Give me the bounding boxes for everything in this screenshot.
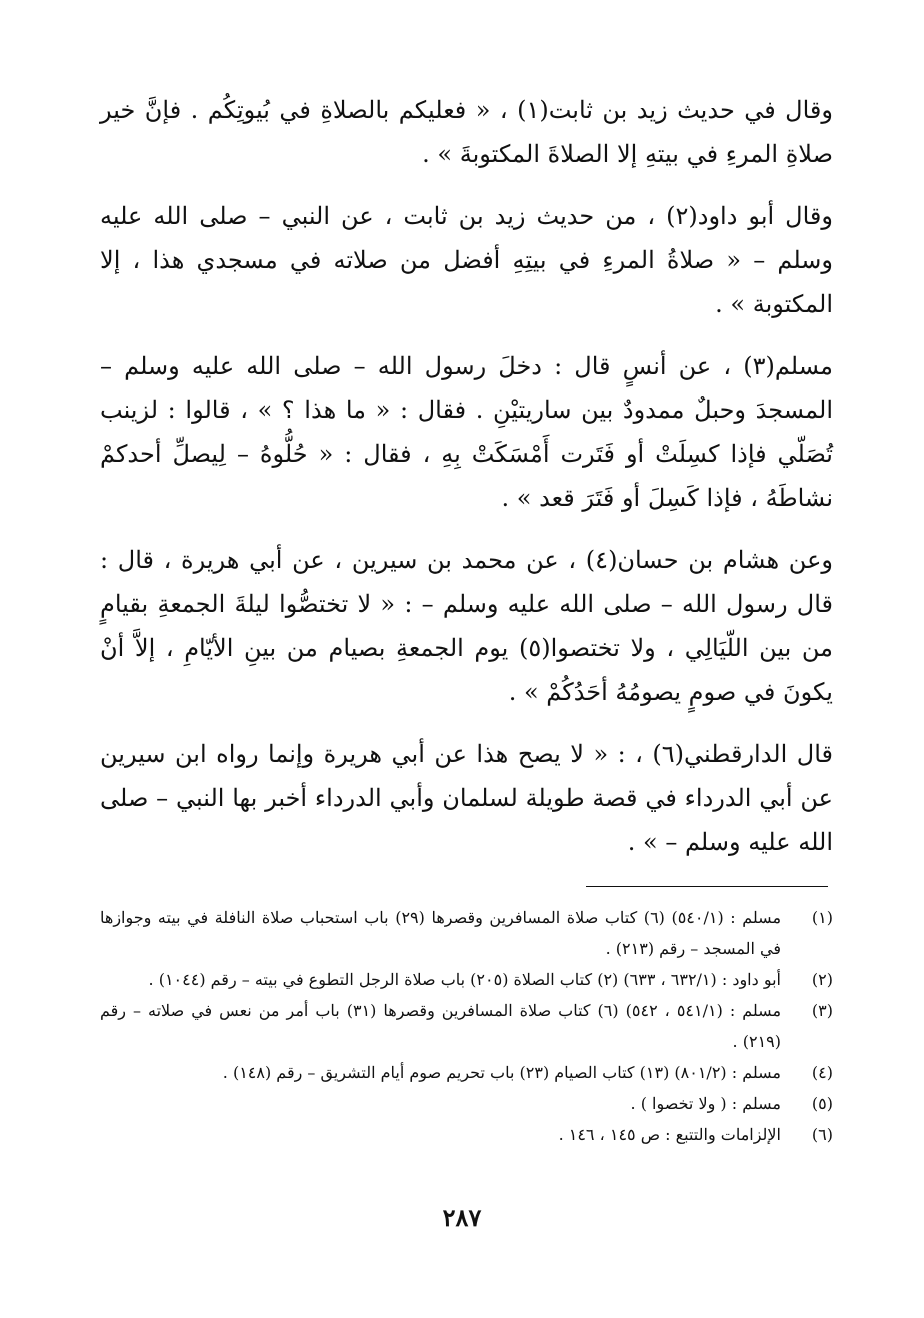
footnote-number: (١) (811, 908, 833, 927)
footnote-text: مسلم : (٥٤١/١ ، ٥٤٢) (٦) كتاب صلاة المسافرين وقصرها (٣١) باب أمر من نعس في صلاته – رقم (٢١٩) . (100, 1001, 782, 1051)
footnote-text: مسلم : ( ولا تخصوا ) . (630, 1094, 781, 1113)
footnote-number: (٢) (811, 970, 833, 989)
footnote-divider (586, 886, 828, 887)
footnote-3 (100, 995, 833, 1057)
main-text (100, 88, 833, 882)
page-number: ٢٨٧ (442, 1203, 482, 1232)
footnote-1 (100, 902, 833, 964)
footnote-text: مسلم : (٨٠١/٢) (١٣) كتاب الصيام (٢٣) باب تحريم صوم أيام التشريق – رقم (١٤٨) . (222, 1063, 781, 1082)
paragraph-2: وقال أبو داود(٢) ، من حديث زيد بن ثابت ، عن النبي – صلى الله عليه وسلم – « صلاةُ المرءِ في بيتِهِ أفضل من صلاته في مسجدي هذا ، إلا المكتوبة » . (100, 202, 833, 318)
footnote-2 (100, 964, 833, 995)
paragraph-4: وعن هشام بن حسان(٤) ، عن محمد بن سيرين ، عن أبي هريرة ، قال : قال رسول الله – صلى الله عليه وسلم – : « لا تختصُّوا ليلةَ الجمعةِ بقيامٍ من بين اللّيَالِي ، ولا تختصوا(٥) يوم الجمعةِ بصيام من بينِ الأيّامِ ، إلاَّ أنْ يكونَ في صومٍ يصومُهُ أحَدُكُمْ » . (100, 546, 834, 706)
paragraph-1: وقال في حديث زيد بن ثابت(١) ، « فعليكم بالصلاةِ في بُيوتِكُم . فإنَّ خير صلاةِ المرءِ في بيتهِ إلا الصلاةَ المكتوبةَ » . (100, 96, 833, 168)
footnote-6 (100, 1119, 833, 1150)
footnote-5 (100, 1088, 833, 1119)
footnote-number: (٣) (811, 1001, 833, 1020)
footnote-4 (100, 1057, 833, 1088)
footnote-text: الإلزامات والتتبع : ص ١٤٥ ، ١٤٦ . (558, 1125, 781, 1144)
footnote-number: (٤) (811, 1063, 833, 1082)
footnote-text: مسلم : (٥٤٠/١) (٦) كتاب صلاة المسافرين وقصرها (٢٩) باب استحباب صلاة النافلة في بيته وجوازها في المسجد – رقم (٢١٣) . (100, 908, 782, 958)
footnote-number: (٦) (811, 1125, 833, 1144)
paragraph-5: قال الدارقطني(٦) ، : « لا يصح هذا عن أبي هريرة وإنما رواه ابن سيرين عن أبي الدرداء في قصة طويلة لسلمان وأبي الدرداء أخبر بها النبي – صلى الله عليه وسلم – » . (100, 740, 833, 856)
footnote-number: (٥) (811, 1094, 833, 1113)
footnote-text: أبو داود : (٦٣٢/١ ، ٦٣٣) (٢) كتاب الصلاة (٢٠٥) باب صلاة الرجل التطوع في بيته – رقم (١٠٤٤) . (148, 970, 781, 989)
paragraph-3: مسلم(٣) ، عن أنسٍ قال : دخلَ رسول الله – صلى الله عليه وسلم – المسجدَ وحبلٌ ممدودٌ بين ساريتيْنِ . فقال : « ما هذا ؟ » ، قالوا : لزينب تُصَلّي فإذا كسِلَتْ أو فَتَرت أَمْسَكَتْ بِهِ ، فقال : « حُلُّوهُ – لِيصلِّ أحدكمْ نشاطَهُ ، فإذا كَسِلَ أو فَتَرَ قعد » . (100, 352, 833, 512)
footnotes (100, 902, 833, 1150)
